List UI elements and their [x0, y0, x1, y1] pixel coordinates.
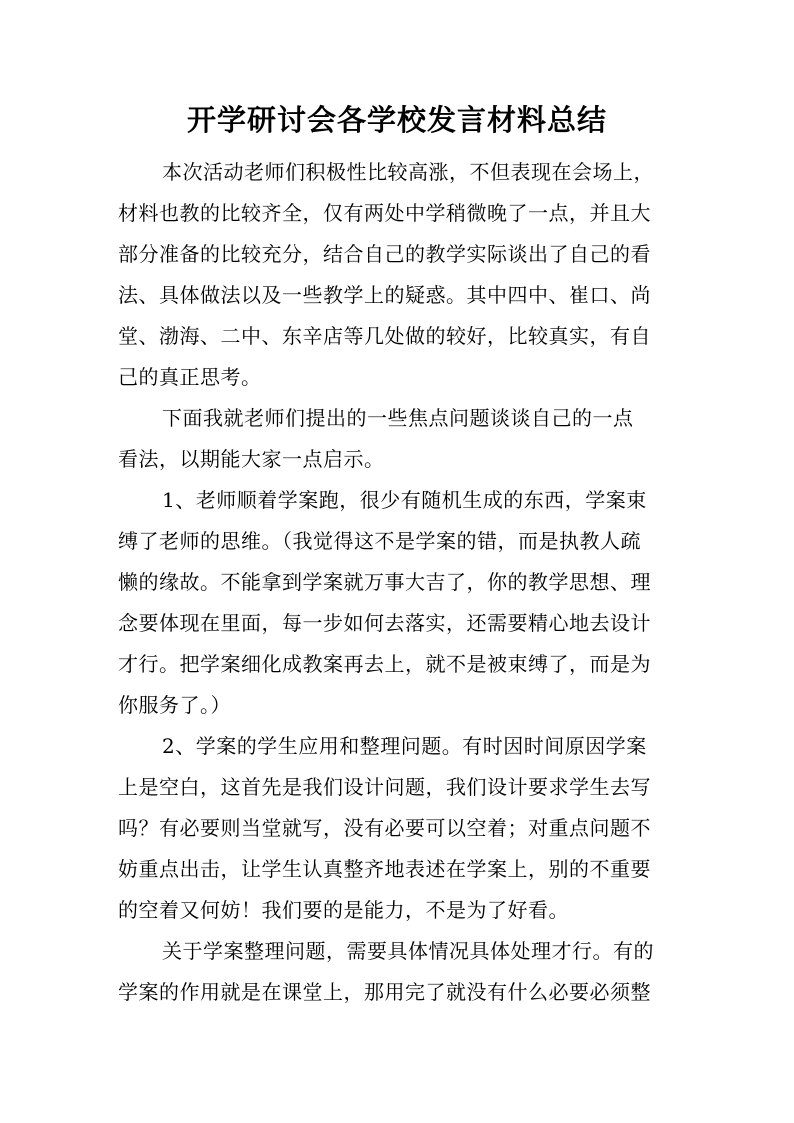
text-line: 材料也教的比较齐全，仅有两处中学稍微晚了一点，并且大 — [118, 201, 651, 225]
text-line: 缚了老师的思维。（我觉得这不是学案的错，而是执教人疏 — [118, 529, 641, 553]
text-line: 部分准备的比较充分，结合自己的教学实际谈出了自己的看 — [118, 242, 651, 266]
text-line: 上是空白，这首先是我们设计问题，我们设计要求学生去写 — [118, 775, 651, 799]
text-line: 本次活动老师们积极性比较高涨，不但表现在会场上， — [162, 160, 654, 184]
text-line: 你服务了。） — [118, 693, 231, 717]
text-line: 看法，以期能大家一点启示。 — [118, 447, 385, 471]
text-line: 1、老师顺着学案跑，很少有随机生成的东西，学案束 — [162, 488, 647, 512]
text-line: 念要体现在里面，每一步如何去落实，还需要精心地去设计 — [118, 611, 651, 635]
document-body — [118, 152, 690, 1013]
text-line: 堂、渤海、二中、东辛店等几处做的较好，比较真实，有自 — [118, 324, 651, 348]
text-line: 妨重点出击，让学生认真整齐地表述在学案上，别的不重要 — [118, 857, 651, 881]
text-line: 法、具体做法以及一些教学上的疑惑。其中四中、崔口、尚 — [118, 283, 651, 307]
text-line: 己的真正思考。 — [118, 365, 262, 389]
text-line: 懒的缘故。不能拿到学案就万事大吉了，你的教学思想、理 — [118, 570, 651, 594]
text-line: 才行。把学案细化成教案再去上，就不是被束缚了，而是为 — [118, 652, 651, 676]
text-line: 关于学案整理问题，需要具体情况具体处理才行。有的 — [162, 939, 654, 963]
text-line: 吗？有必要则当堂就写，没有必要可以空着；对重点问题不 — [118, 816, 651, 840]
text-line: 的空着又何妨！我们要的是能力，不是为了好看。 — [118, 898, 569, 922]
text-line: 2、学案的学生应用和整理问题。有时因时间原因学案 — [162, 734, 647, 758]
text-line: 学案的作用就是在课堂上，那用完了就没有什么必要必须整 — [118, 980, 651, 1004]
document-title: 开学研讨会各学校发言材料总结 — [186, 103, 607, 137]
text-line: 下面我就老师们提出的一些焦点问题谈谈自己的一点 — [162, 406, 634, 430]
